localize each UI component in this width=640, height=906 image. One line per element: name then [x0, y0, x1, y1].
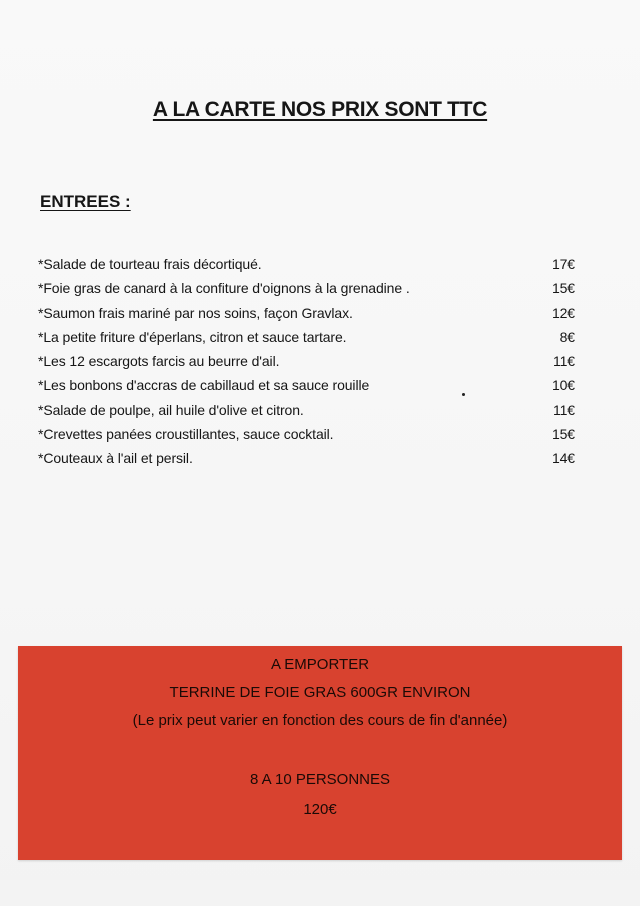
menu-item-name: *Les 12 escargots farcis au beurre d'ail.	[38, 353, 280, 370]
menu-item-name: *La petite friture d'éperlans, citron et sauce tartare.	[38, 328, 347, 345]
menu-item	[38, 329, 575, 353]
menu-item-price: 11€	[552, 401, 575, 418]
takeaway-servings: 8 A 10 PERSONNES	[249, 771, 391, 788]
menu-item-name: *Crevettes panées croustillantes, sauce cocktail.	[38, 426, 334, 443]
menu-item-price: 11€	[552, 353, 575, 370]
menu-item	[38, 353, 575, 377]
menu-item-price: 15€	[551, 280, 575, 297]
menu-item	[38, 305, 575, 329]
menu-item-name: *Foie gras de canard à la confiture d'oignons à la grenadine .	[38, 280, 410, 297]
section-heading-entrees: ENTREES :	[40, 192, 131, 211]
takeaway-box	[18, 646, 622, 860]
menu-item-price: 17€	[551, 256, 575, 272]
page-title-text: A LA CARTE NOS PRIX SONT TTC	[152, 98, 488, 121]
menu-item-name: *Couteaux à l'ail et persil.	[38, 450, 193, 467]
takeaway-price: 120€	[303, 801, 337, 818]
menu-item-name: *Salade de tourteau frais décortiqué.	[38, 256, 262, 272]
menu-item	[38, 402, 575, 426]
menu-item-price: 14€	[551, 450, 575, 467]
takeaway-product: TERRINE DE FOIE GRAS 600GR ENVIRON	[169, 684, 471, 701]
menu-item	[38, 280, 575, 304]
menu-list	[38, 256, 575, 475]
menu-item-price: 8€	[559, 328, 575, 345]
menu-item-name: *Salade de poulpe, ail huile d'olive et citron.	[38, 401, 304, 418]
takeaway-heading: A EMPORTER	[270, 656, 370, 673]
menu-item	[38, 256, 575, 280]
page-title	[0, 98, 640, 122]
menu-item-name: *Saumon frais mariné par nos soins, façon Gravlax.	[38, 304, 353, 321]
menu-item	[38, 426, 575, 450]
stray-dot	[462, 393, 465, 396]
menu-item	[38, 450, 575, 474]
menu-item	[38, 377, 575, 401]
takeaway-price-note: (Le prix peut varier en fonction des cours de fin d'année)	[132, 712, 508, 729]
menu-item-name: *Les bonbons d'accras de cabillaud et sa sauce rouille	[38, 377, 370, 394]
menu-item-price: 15€	[551, 426, 575, 443]
menu-item-price: 12€	[551, 304, 575, 321]
menu-item-price: 10€	[551, 377, 575, 394]
